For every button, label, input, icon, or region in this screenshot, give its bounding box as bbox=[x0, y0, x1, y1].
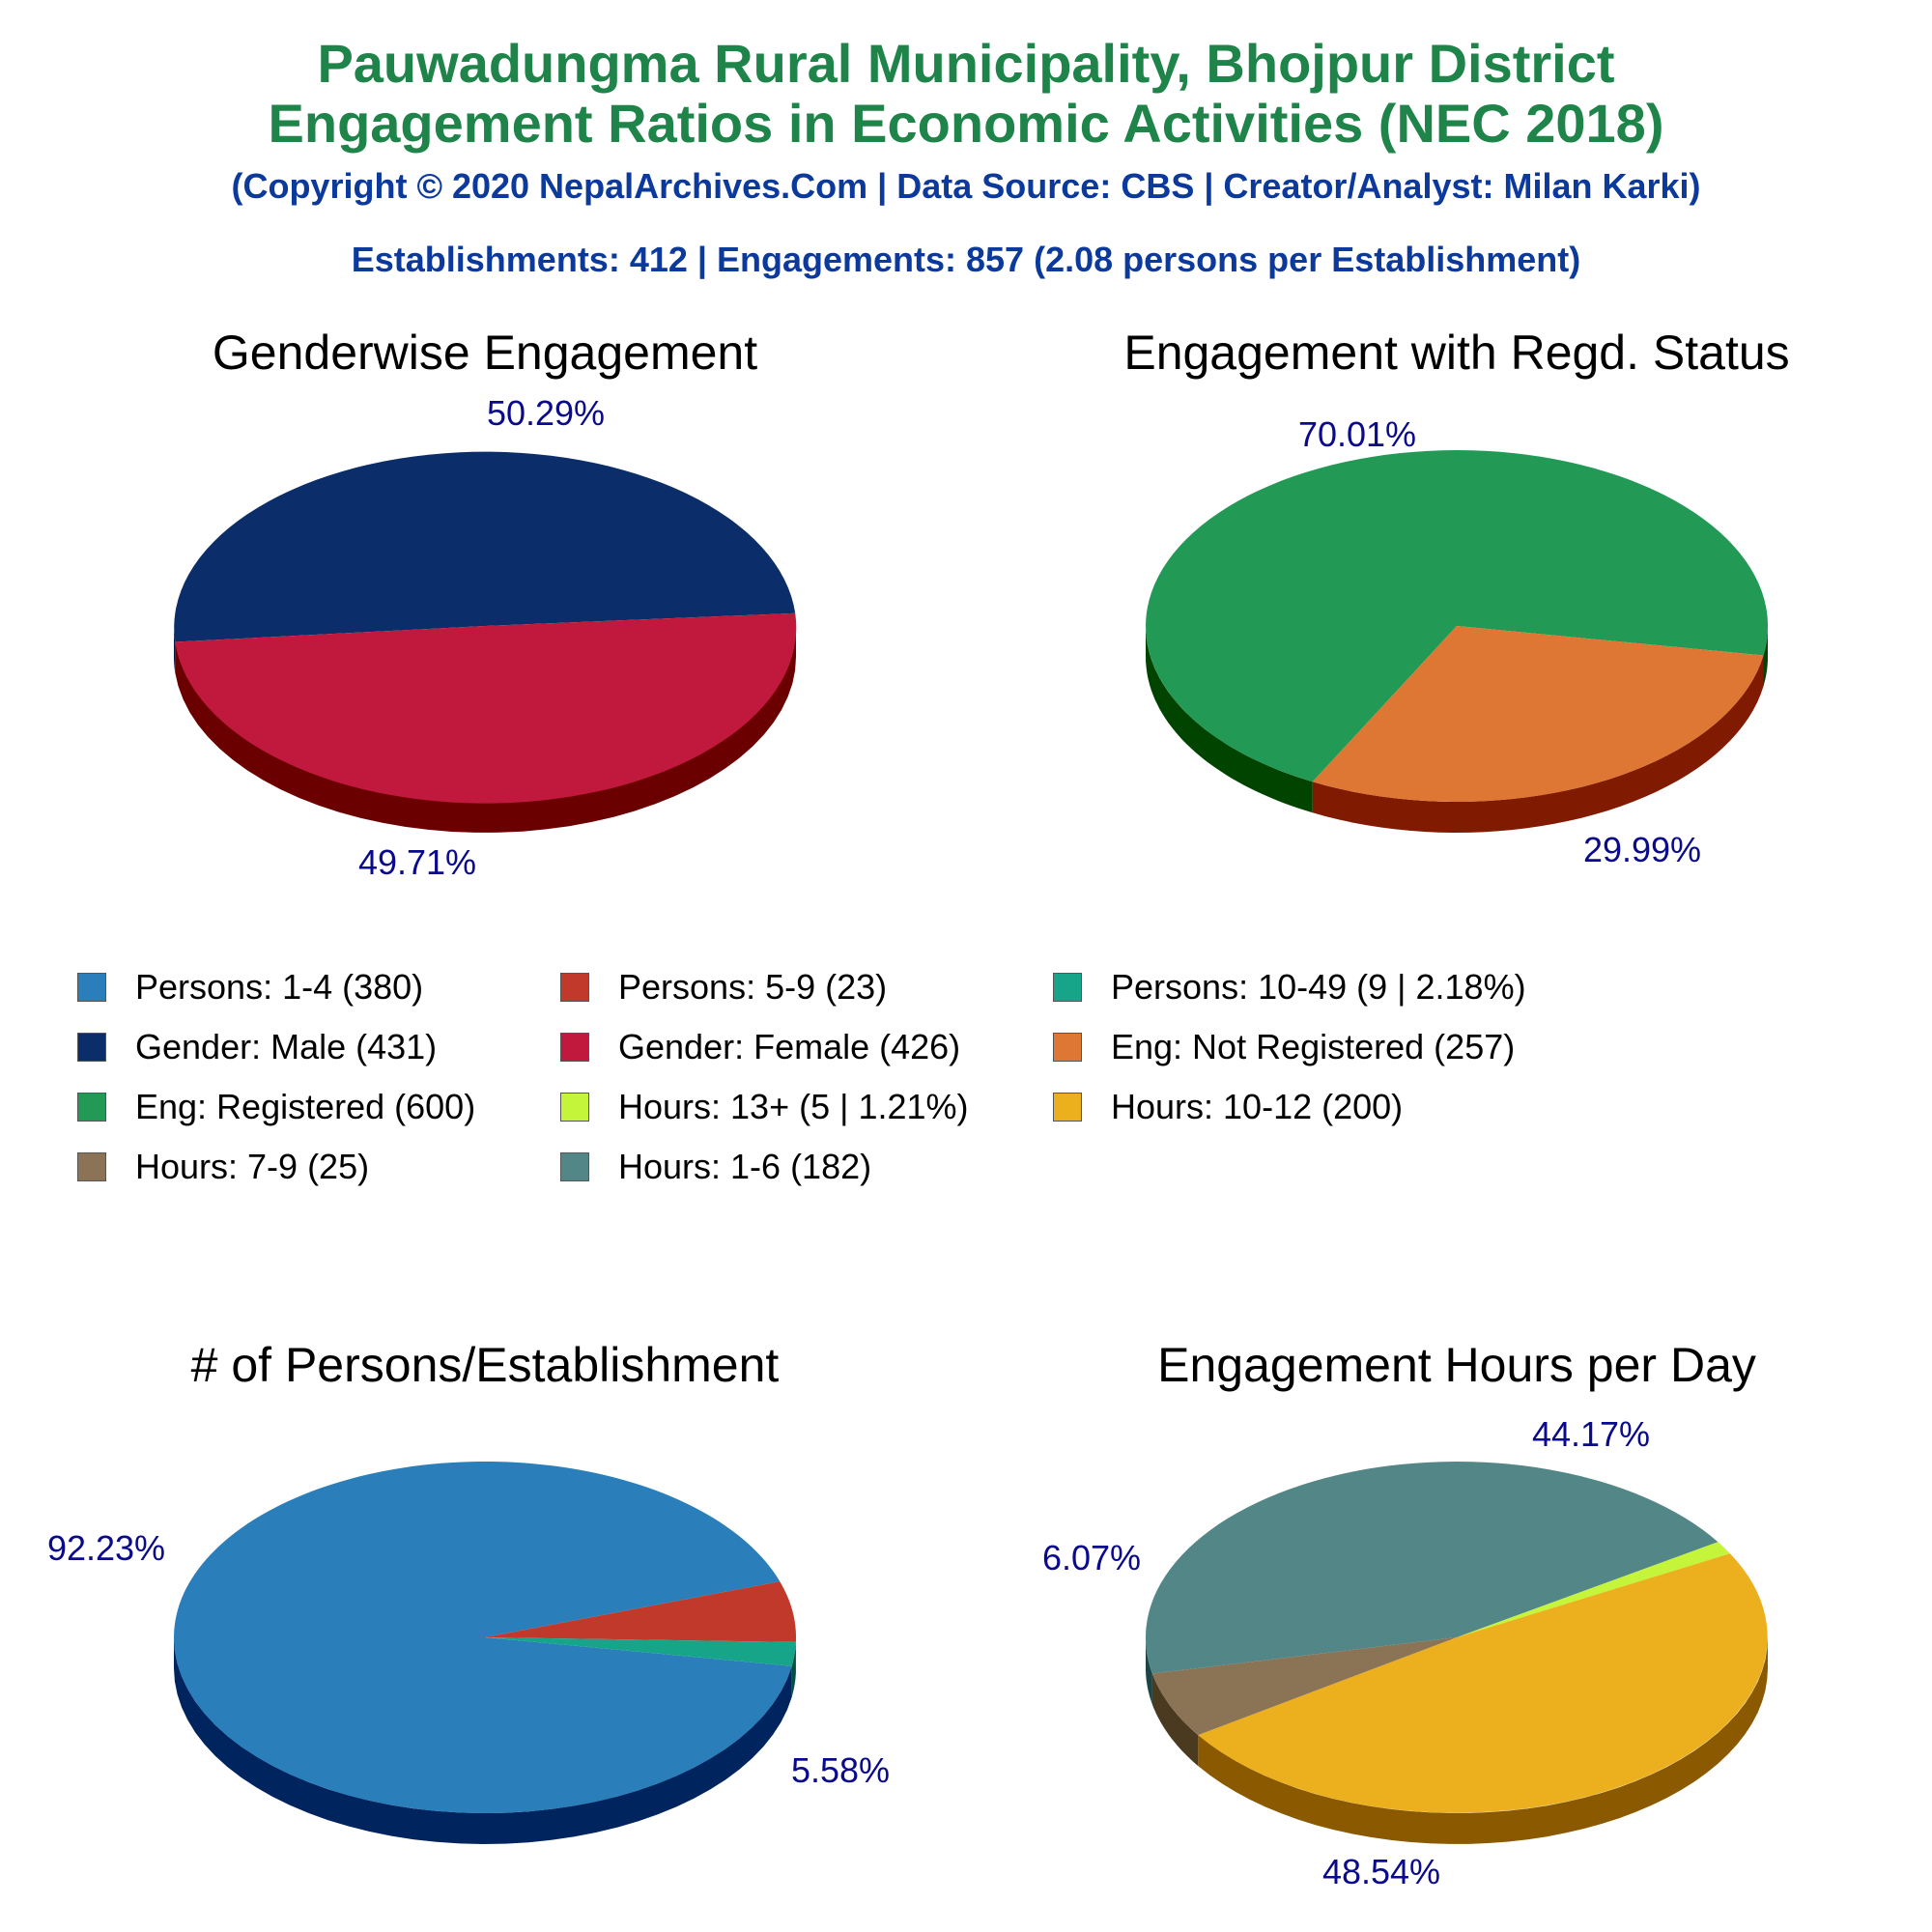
legend-swatch bbox=[77, 973, 106, 1002]
legend-item bbox=[1053, 1086, 1403, 1128]
legend-item bbox=[77, 966, 423, 1009]
slice-percent-label: 70.01% bbox=[1297, 414, 1417, 454]
slice-percent-label: 49.71% bbox=[357, 842, 477, 882]
legend-swatch bbox=[560, 1093, 589, 1122]
legend-swatch bbox=[77, 1093, 106, 1122]
legend-item bbox=[560, 1146, 871, 1188]
chart-title: Pauwadungma Rural Municipality, Bhojpur District bbox=[317, 33, 1615, 94]
legend-label: Hours: 7-9 (25) bbox=[135, 1147, 370, 1186]
pie-title: # of Persons/Establishment bbox=[190, 1338, 780, 1392]
legend-swatch bbox=[560, 1152, 589, 1181]
pie-chart bbox=[1042, 1338, 1768, 1891]
slice-percent-label: 48.54% bbox=[1321, 1852, 1441, 1891]
slice-percent-label: 29.99% bbox=[1582, 830, 1702, 869]
legend-item bbox=[560, 1026, 960, 1068]
slice-percent-label: 44.17% bbox=[1531, 1414, 1651, 1454]
slice-percent-label: 6.07% bbox=[1041, 1538, 1142, 1577]
pie-title: Genderwise Engagement bbox=[212, 326, 758, 380]
legend-label: Persons: 10-49 (9 | 2.18%) bbox=[1111, 967, 1526, 1007]
pie-title: Engagement with Regd. Status bbox=[1123, 326, 1790, 380]
legend-label: Gender: Male (431) bbox=[135, 1027, 438, 1066]
legend-label: Eng: Registered (600) bbox=[135, 1087, 476, 1126]
copyright-line: (Copyright © 2020 NepalArchives.Com | Data Source: CBS | Creator/Analyst: Milan Karki) bbox=[231, 166, 1701, 206]
legend-item bbox=[1053, 1026, 1515, 1068]
legend-item bbox=[77, 1146, 369, 1188]
legend-label: Persons: 5-9 (23) bbox=[618, 967, 888, 1007]
legend-item bbox=[560, 966, 887, 1009]
legend-swatch bbox=[1053, 973, 1082, 1002]
legend-label: Hours: 13+ (5 | 1.21%) bbox=[618, 1087, 969, 1126]
legend-swatch bbox=[1053, 1093, 1082, 1122]
legend-label: Persons: 1-4 (380) bbox=[135, 967, 424, 1007]
legend-item bbox=[1053, 966, 1526, 1009]
pie-slice bbox=[174, 452, 795, 642]
legend-swatch bbox=[77, 1033, 106, 1062]
legend-label: Gender: Female (426) bbox=[618, 1027, 961, 1066]
legend-item bbox=[77, 1086, 475, 1128]
legend-swatch bbox=[560, 1033, 589, 1062]
pie-title: Engagement Hours per Day bbox=[1157, 1338, 1756, 1392]
legend-label: Hours: 10-12 (200) bbox=[1111, 1087, 1404, 1126]
legend-label: Hours: 1-6 (182) bbox=[618, 1147, 872, 1186]
slice-percent-label: 5.58% bbox=[790, 1750, 891, 1790]
legend-swatch bbox=[560, 973, 589, 1002]
pie-chart bbox=[174, 326, 796, 882]
slice-percent-label: 50.29% bbox=[486, 393, 606, 433]
pie-chart bbox=[1123, 326, 1789, 869]
pie-chart bbox=[47, 1338, 890, 1844]
legend-item bbox=[560, 1086, 969, 1128]
slice-percent-label: 92.23% bbox=[46, 1528, 166, 1568]
summary-line: Establishments: 412 | Engagements: 857 (2.08 persons per Establishment) bbox=[351, 240, 1581, 279]
legend-swatch bbox=[77, 1152, 106, 1181]
legend-swatch bbox=[1053, 1033, 1082, 1062]
legend-label: Eng: Not Registered (257) bbox=[1111, 1027, 1516, 1066]
chart-subtitle: Engagement Ratios in Economic Activities (NEC 2018) bbox=[268, 93, 1664, 154]
legend-item bbox=[77, 1026, 437, 1068]
